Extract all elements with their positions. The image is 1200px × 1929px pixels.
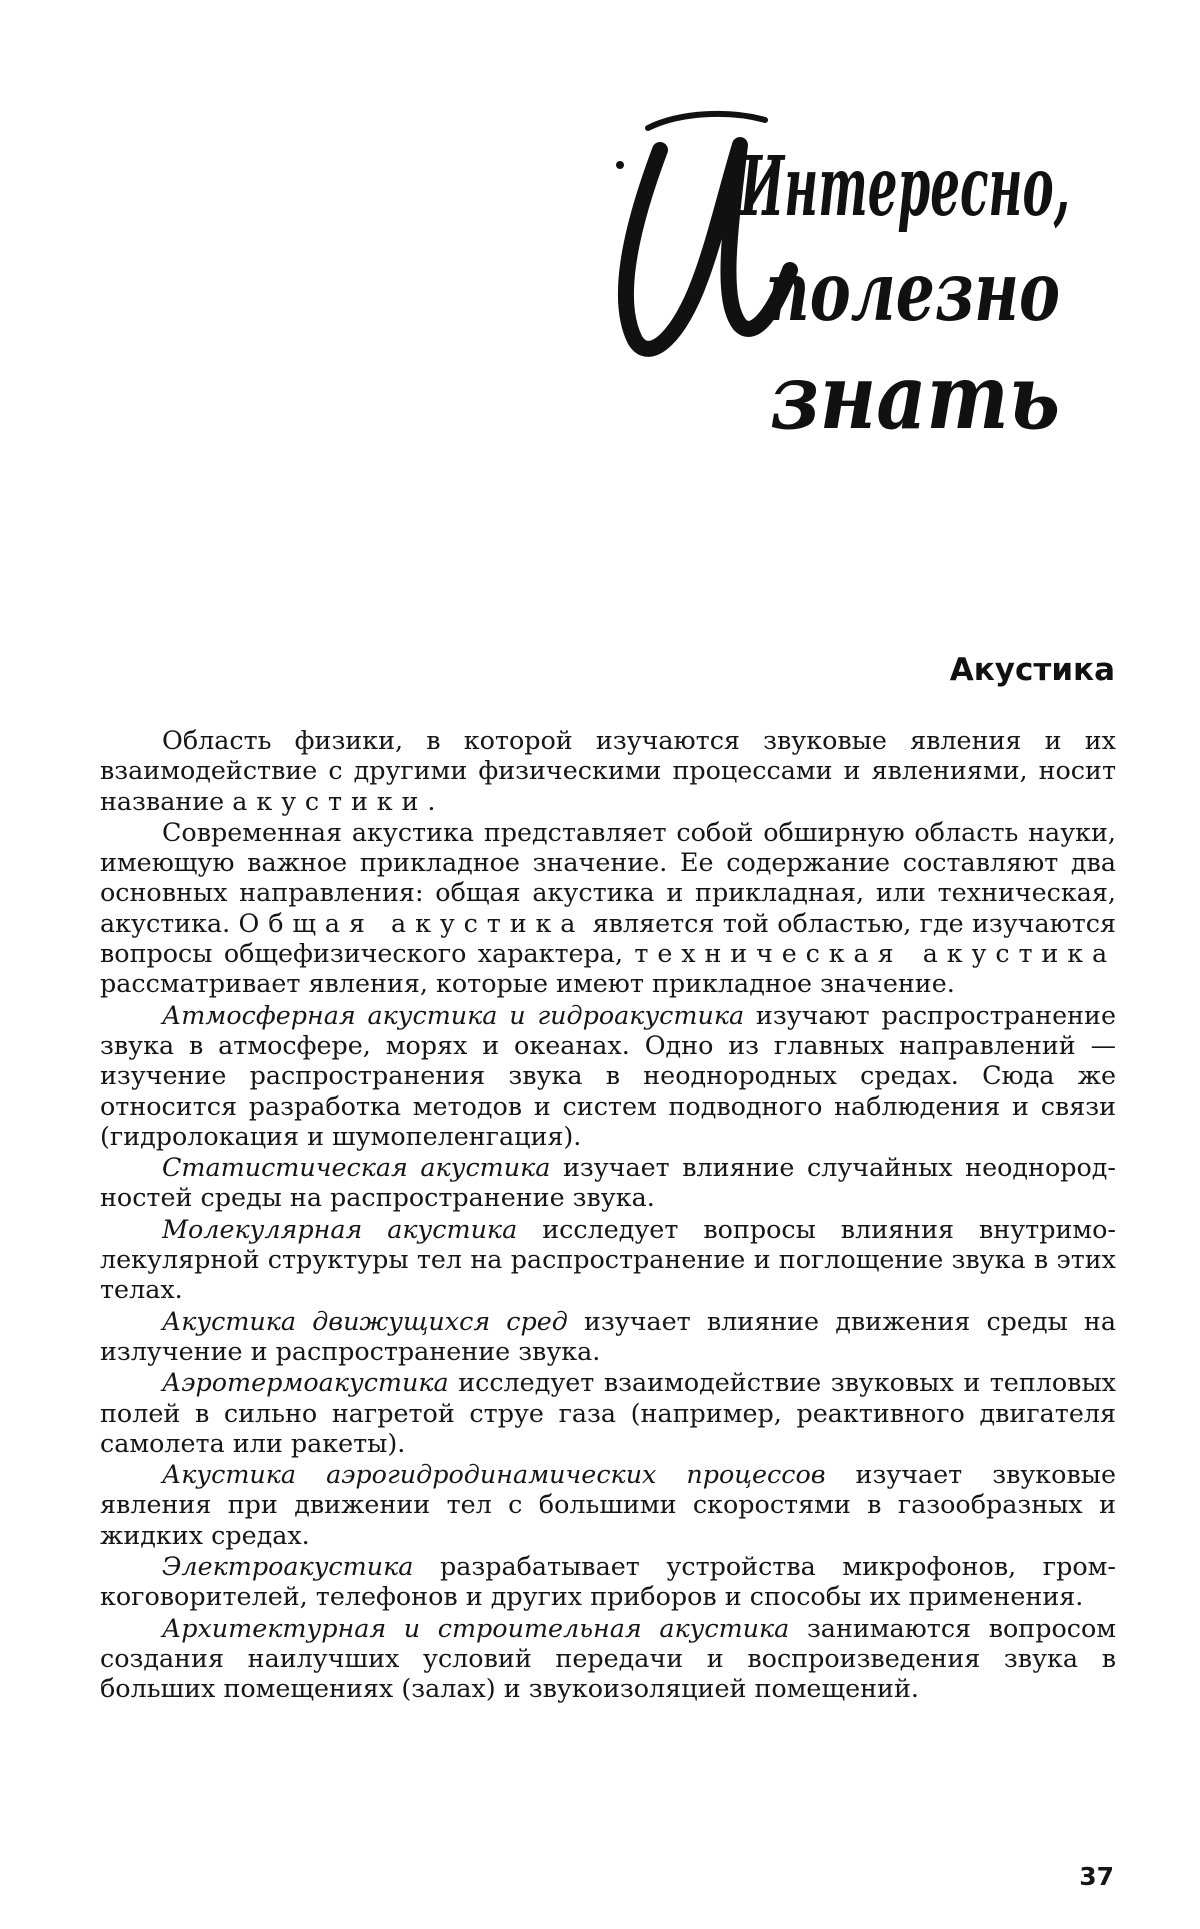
paragraph: Статистическая акустика изучает влияние случайных неоднород­ностей среды на распространение звука. — [100, 1152, 1116, 1213]
paragraph: Акустика аэрогидродинамических процессов изучает звуковые явления при движении тел с большими скоростями в газообразных и жидких средах. — [100, 1459, 1116, 1550]
paragraph: Современная акустика представляет собой обширную область науки, имеющую важное прикладное значение. Ее содержание со­ставляют два основных направления: общая акустика и приклад­ная, или техническая, акустика. Общая акустика является той областью, где изучаются вопросы общефизического характера, техническая акустика рассматривает явления, которые имеют прикладное значение. — [100, 817, 1116, 999]
paragraph: Молекулярная акустика исследует вопросы влияния внутримо­лекулярной структуры тел на распространение и поглощение звука в этих телах. — [100, 1214, 1116, 1305]
paragraph: Архитектурная и строительная акустика занимаются вопросом создания наилучших условий передачи и воспроизведения звука в больших помещениях (залах) и звукоизоляцией помещений. — [100, 1613, 1116, 1704]
article-body — [100, 725, 1116, 1704]
heading-line-1: Интересно, — [739, 139, 1070, 235]
paragraph: Аэротермоакустика исследует взаимодействие звуковых и теп­ловых полей в сильно нагретой струе газа (например, реактивного двигателя самолета или ракеты). — [100, 1367, 1116, 1458]
handwritten-heading-art — [590, 110, 1110, 490]
book-page — [0, 0, 1200, 1929]
term-spaced: акустики — [232, 786, 427, 816]
page-number: 37 — [1079, 1862, 1114, 1891]
paragraph: Акустика движущихся сред изучает влияние движения среды на излучение и распространение звука. — [100, 1306, 1116, 1367]
term-italic: Молекулярная акустика — [162, 1214, 517, 1244]
term-italic: Акустика аэрогидродинамических процессов — [162, 1459, 826, 1489]
term-italic: Статистическая акустика — [162, 1152, 550, 1182]
section-title: Акустика — [950, 652, 1115, 688]
term-spaced: Общая акустика — [239, 908, 585, 938]
paragraph: Область физики, в которой изучаются звуковые явления и их взаимодействие с другими физическими процессами и явлениями, носит название акустики. — [100, 725, 1116, 816]
paragraph: Электроакустика разрабатывает устройства микрофонов, гром­коговорителей, телефонов и других приборов и способы их приме­нения. — [100, 1551, 1116, 1612]
heading-line-3: знать — [770, 344, 1060, 450]
term-italic: Электроакустика — [162, 1551, 413, 1581]
term-spaced: техническая акустика — [634, 938, 1116, 968]
heading-line-2: полезно — [765, 244, 1060, 340]
term-italic: Архитектурная и строительная акустика — [162, 1613, 789, 1643]
paragraph: Атмосферная акустика и гидроакустика изучают распростране­ние звука в атмосфере, морях и океанах. Одно из главных направ­лений — изучение распространения звука в неоднородных средах. Сюда же относится разработка методов и систем подводного наблю­дения и связи (гидролокация и шумопеленгация). — [100, 1000, 1116, 1151]
term-italic: Атмосферная акустика и гидроакустика — [162, 1000, 744, 1030]
term-italic: Акустика движущихся сред — [162, 1306, 568, 1336]
term-italic: Аэротермоакустика — [162, 1367, 449, 1397]
handwritten-heading — [590, 110, 1110, 490]
